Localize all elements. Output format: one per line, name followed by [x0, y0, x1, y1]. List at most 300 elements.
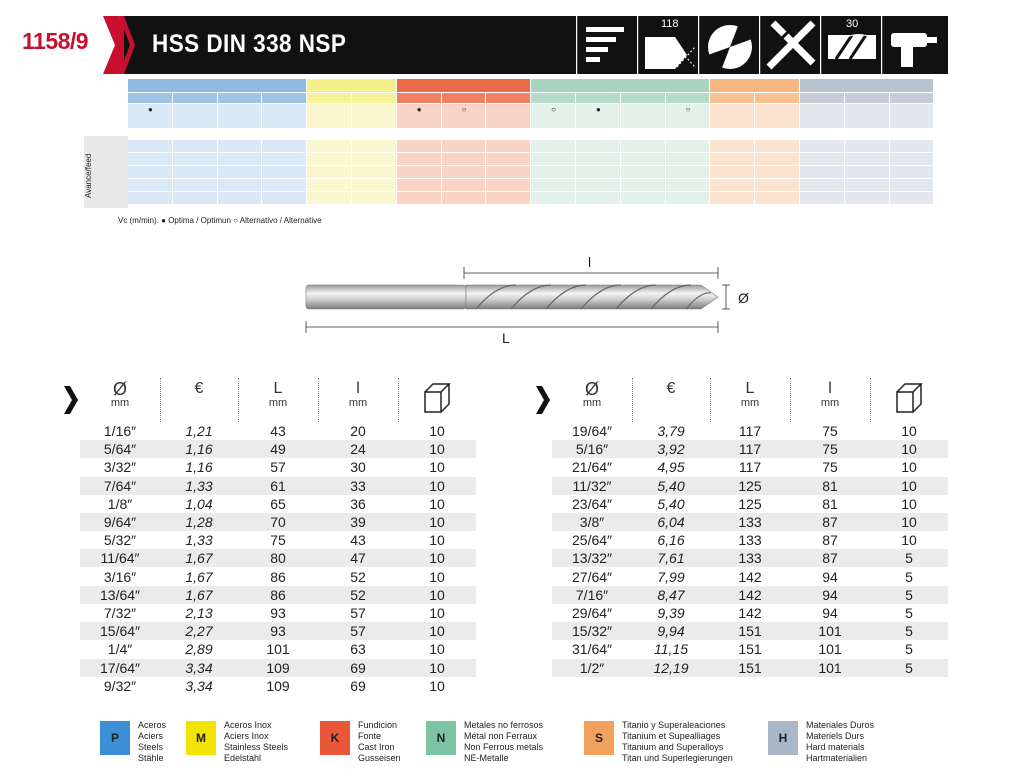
flute-length-header-symbol: l	[356, 380, 360, 397]
legend-line: Steels	[138, 742, 164, 752]
pack-cell: 10	[901, 532, 917, 549]
diameter-cell: 25/64″	[572, 532, 612, 549]
group-s	[710, 79, 799, 92]
pack-cell: 10	[901, 495, 917, 512]
length-cell: 133	[738, 532, 762, 549]
feed-cell	[262, 192, 306, 204]
legend-text	[806, 720, 874, 764]
table-row	[80, 513, 476, 531]
length-cell: 80	[270, 550, 286, 567]
feed-cell	[531, 179, 575, 191]
feed-cell	[666, 140, 710, 152]
group-m	[307, 79, 396, 92]
diameter-header-unit: mm	[582, 397, 602, 409]
feed-cell	[486, 166, 530, 178]
feed-cell	[307, 140, 351, 152]
speed-cell	[486, 104, 530, 128]
feed-cell	[218, 166, 262, 178]
table-row	[80, 659, 476, 677]
point-angle-icon	[638, 16, 698, 74]
flute-length-header-symbol: l	[828, 380, 832, 397]
header-divider	[160, 378, 161, 422]
table-row	[80, 549, 476, 567]
table-row	[552, 422, 948, 440]
diameter-cell: 11/32″	[572, 477, 612, 494]
diameter-cell: 29/64″	[572, 605, 612, 621]
table-row	[552, 477, 948, 495]
flute-cell: 57	[350, 605, 366, 621]
pack-cell: 5	[905, 641, 913, 658]
diameter-cell: 3/32″	[103, 459, 137, 476]
sub-header	[218, 93, 262, 103]
table-row	[80, 622, 476, 640]
feed-cell	[442, 192, 486, 204]
table-row	[552, 531, 948, 549]
flute-cell: 20	[350, 423, 366, 439]
pack-cell: 10	[429, 623, 445, 640]
diameter-cell: 5/16″	[575, 441, 609, 458]
legend-line: Stähle	[138, 753, 164, 763]
diameter-cell: 15/32″	[572, 623, 612, 640]
table-row	[80, 531, 476, 549]
feed-cell	[531, 192, 575, 204]
speed-cell	[307, 104, 351, 128]
flute-cell: 52	[350, 568, 366, 585]
table-header	[80, 378, 476, 422]
legend-swatch: K	[320, 721, 350, 755]
feed-cell	[800, 140, 844, 152]
diameter-cell: 1/4″	[107, 641, 133, 658]
right-table	[552, 378, 948, 676]
length-cell: 86	[270, 586, 286, 603]
sub-header	[442, 93, 486, 103]
price-cell: 8,47	[657, 586, 685, 603]
pack-cell: 10	[429, 477, 445, 494]
price-cell: 2,89	[185, 641, 213, 658]
feed-cell	[800, 192, 844, 204]
price-cell: 1,67	[185, 550, 213, 567]
flute-cell: 94	[822, 586, 838, 603]
feed-cell	[576, 166, 620, 178]
pack-cell: 5	[905, 568, 913, 585]
legend-line: Gusseisen	[358, 753, 401, 763]
optimum-dot-icon: ●	[147, 105, 153, 114]
sub-header	[352, 93, 396, 103]
flute-length-header	[318, 382, 398, 410]
feed-cell	[128, 153, 172, 165]
flute-length-header-unit: mm	[348, 397, 368, 409]
length-cell: 43	[270, 423, 286, 439]
flute-icon	[760, 16, 820, 74]
feed-cell	[531, 140, 575, 152]
feed-cell	[755, 179, 799, 191]
feed-cell	[621, 153, 665, 165]
sub-header	[307, 93, 351, 103]
table-row	[552, 568, 948, 586]
pack-cell: 10	[429, 550, 445, 567]
table-row	[80, 640, 476, 658]
legend-swatch: P	[100, 721, 130, 755]
legend-line: Metales no ferrosos	[464, 720, 544, 730]
speed-cell	[710, 104, 754, 128]
feed-cell	[710, 192, 754, 204]
total-length-label: L	[502, 330, 510, 346]
feed-cell	[576, 179, 620, 191]
table-row	[552, 604, 948, 622]
legend-line: Non Ferrous metals	[464, 742, 544, 752]
length-cell: 142	[738, 568, 762, 585]
icon-label: 118	[661, 18, 679, 30]
feed-cell	[890, 140, 934, 152]
length-cell: 142	[738, 605, 762, 621]
speed-cell	[845, 104, 889, 128]
sub-header	[710, 93, 754, 103]
price-cell: 3,34	[185, 659, 213, 676]
header-divider	[632, 378, 633, 422]
feed-cell	[486, 179, 530, 191]
feed-cell	[755, 140, 799, 152]
price-cell: 3,34	[185, 677, 213, 694]
diameter-cell: 1/8″	[107, 495, 133, 512]
legend-line: Hard materials	[806, 742, 865, 752]
flute-cell: 47	[350, 550, 366, 567]
header-divider	[238, 378, 239, 422]
sub-header	[576, 93, 620, 103]
length-cell: 117	[738, 423, 762, 439]
feed-cell	[352, 179, 396, 191]
package-box-icon	[398, 382, 476, 418]
legend-text	[224, 720, 288, 764]
group-p	[128, 79, 306, 92]
pack-cell: 10	[901, 459, 917, 476]
feed-cell	[397, 153, 441, 165]
legend-line: Titanium and Superalloys	[622, 742, 724, 752]
diameter-cell: 5/32″	[103, 532, 137, 549]
flute-cell: 101	[818, 641, 842, 658]
table-row	[552, 586, 948, 604]
price-cell: 1,67	[185, 586, 213, 603]
alternative-ring-icon: ○	[551, 105, 556, 114]
flute-cell: 87	[822, 550, 838, 567]
legend-line: Fonte	[358, 731, 382, 741]
flute-cell: 75	[822, 459, 838, 476]
table-row	[552, 659, 948, 677]
diameter-cell: 9/64″	[103, 514, 137, 530]
feed-cell	[755, 192, 799, 204]
length-cell: 49	[270, 441, 286, 458]
speed-cell	[800, 104, 844, 128]
length-cell: 109	[266, 677, 290, 694]
feed-cell	[442, 179, 486, 191]
diameter-cell: 1/16″	[103, 423, 137, 439]
feed-cell	[621, 179, 665, 191]
table-header	[552, 378, 948, 422]
table-row	[552, 549, 948, 567]
flute-cell: 52	[350, 586, 366, 603]
pack-cell: 10	[901, 441, 917, 458]
feed-cell	[890, 179, 934, 191]
length-cell: 151	[738, 623, 762, 640]
legend-optimum: Optima / Optimun	[168, 216, 231, 225]
legend-text	[464, 720, 543, 764]
feed-cell	[666, 153, 710, 165]
price-header	[632, 382, 710, 396]
legend-line: Aceros Inox	[224, 720, 272, 730]
total-length-header-unit: mm	[740, 397, 760, 409]
diameter-cell: 3/8″	[579, 514, 605, 530]
diameter-cell: 21/64″	[572, 459, 612, 476]
product-code: 1158/9	[22, 28, 89, 54]
pack-cell: 10	[429, 586, 445, 603]
icon-label: 30	[846, 18, 859, 30]
price-cell: 1,28	[185, 514, 213, 530]
price-cell: 7,61	[657, 550, 685, 567]
feed-cell	[173, 179, 217, 191]
sub-header	[128, 93, 172, 103]
pack-cell: 5	[905, 623, 913, 640]
length-cell: 61	[270, 477, 286, 494]
diameter-cell: 7/32″	[103, 605, 137, 621]
price-cell: 7,99	[657, 568, 685, 585]
diameter-cell: 17/64″	[100, 659, 140, 676]
header-divider	[398, 378, 399, 422]
diameter-cell: 7/16″	[575, 586, 609, 603]
sub-header	[800, 93, 844, 103]
feed-cell	[486, 153, 530, 165]
legend-line: Hartmaterialien	[806, 753, 868, 763]
table-row	[80, 440, 476, 458]
table-row	[80, 477, 476, 495]
flute-cell: 69	[350, 659, 366, 676]
price-header-symbol: €	[194, 380, 204, 397]
legend-line: Aciers	[138, 731, 164, 741]
feed-cell	[352, 140, 396, 152]
table-row	[80, 677, 476, 695]
feed-cell	[890, 192, 934, 204]
feed-cell	[845, 140, 889, 152]
flute-cell: 81	[822, 477, 838, 494]
total-length-header-symbol: L	[745, 380, 755, 397]
flute-cell: 87	[822, 532, 838, 549]
feed-cell	[800, 153, 844, 165]
price-cell: 9,39	[657, 605, 685, 621]
flute-cell: 24	[350, 441, 366, 458]
feed-cell	[397, 166, 441, 178]
header-divider	[710, 378, 711, 422]
feed-cell	[442, 140, 486, 152]
diameter-header-unit: mm	[110, 397, 130, 409]
diameter-header-symbol: Ø	[584, 379, 599, 399]
length-cell: 109	[266, 659, 290, 676]
pack-cell: 10	[429, 605, 445, 621]
pack-cell: 10	[429, 441, 445, 458]
stepped-shank-icon	[577, 16, 637, 74]
speed-cell	[218, 104, 262, 128]
speed-legend	[118, 216, 322, 225]
length-cell: 142	[738, 586, 762, 603]
length-cell: 151	[738, 659, 762, 676]
feed-cell	[262, 153, 306, 165]
length-cell: 93	[270, 605, 286, 621]
price-cell: 1,33	[185, 477, 213, 494]
feed-cell	[845, 166, 889, 178]
legend-prefix: Vc (m/min).	[118, 216, 159, 225]
table-row	[552, 640, 948, 658]
group-h	[800, 79, 933, 92]
sub-header	[262, 93, 306, 103]
flute-cell: 63	[350, 641, 366, 658]
length-cell: 125	[738, 477, 762, 494]
table-row	[552, 458, 948, 476]
price-cell: 5,40	[657, 477, 685, 494]
flute-cell: 69	[350, 677, 366, 694]
pack-cell: 10	[429, 459, 445, 476]
legend-line: Cast Iron	[358, 742, 395, 752]
legend-text	[358, 720, 401, 764]
diameter-cell: 1/2″	[579, 659, 605, 676]
legend-line: Edelstahl	[224, 753, 262, 763]
feed-cell	[755, 166, 799, 178]
table-row	[552, 495, 948, 513]
price-cell: 6,04	[657, 514, 685, 530]
diameter-cell: 9/32″	[103, 677, 137, 694]
diameter-header-symbol: Ø	[112, 379, 127, 399]
flute-cell: 101	[818, 659, 842, 676]
pack-cell: 10	[901, 514, 917, 530]
table-row	[80, 458, 476, 476]
diameter-cell: 19/64″	[572, 423, 612, 439]
feed-cell	[576, 192, 620, 204]
sub-header	[621, 93, 665, 103]
price-cell: 1,33	[185, 532, 213, 549]
length-cell: 75	[270, 532, 286, 549]
diameter-cell: 7/64″	[103, 477, 137, 494]
table-row	[80, 568, 476, 586]
pack-cell: 5	[905, 550, 913, 567]
feed-cell	[262, 140, 306, 152]
speed-cell	[262, 104, 306, 128]
page-title: HSS DIN 338 NSP	[152, 30, 347, 58]
total-length-header-unit: mm	[268, 397, 288, 409]
flute-cell: 94	[822, 568, 838, 585]
flute-cell: 39	[350, 514, 366, 530]
pack-cell: 10	[429, 677, 445, 694]
header-divider	[870, 378, 871, 422]
feed-cell	[800, 179, 844, 191]
price-cell: 6,16	[657, 532, 685, 549]
price-cell: 1,04	[185, 495, 213, 512]
price-cell: 4,95	[657, 459, 685, 476]
legend-line: Stainless Steels	[224, 742, 289, 752]
price-cell: 3,79	[657, 423, 685, 439]
feed-cell	[397, 140, 441, 152]
flute-cell: 75	[822, 441, 838, 458]
table-row	[80, 604, 476, 622]
flute-length-header-unit: mm	[820, 397, 840, 409]
diameter-header	[552, 379, 632, 410]
pack-cell: 10	[429, 495, 445, 512]
feed-cell	[218, 192, 262, 204]
feed-cell	[531, 153, 575, 165]
total-length-header-symbol: L	[273, 380, 283, 397]
legend-line: Titanium et Supealliages	[622, 731, 721, 741]
drill-machine-icon	[882, 16, 948, 74]
legend-alternative: Alternativo / Alternative	[239, 216, 322, 225]
pack-cell: 10	[429, 423, 445, 439]
feed-cell	[710, 179, 754, 191]
feed-cell	[307, 166, 351, 178]
feed-cell	[576, 140, 620, 152]
feed-cell	[666, 179, 710, 191]
length-cell: 93	[270, 623, 286, 640]
table-row	[552, 440, 948, 458]
left-table	[80, 378, 476, 694]
table-row	[552, 622, 948, 640]
flute-cell: 81	[822, 495, 838, 512]
price-cell: 3,92	[657, 441, 685, 458]
legend-line: Aciers Inox	[224, 731, 269, 741]
diameter-cell: 15/64″	[100, 623, 140, 640]
feed-cell	[128, 166, 172, 178]
feed-cell	[397, 179, 441, 191]
feed-cell	[710, 153, 754, 165]
price-cell: 1,16	[185, 459, 213, 476]
pack-cell: 5	[905, 586, 913, 603]
legend-line: NE-Metalle	[464, 753, 509, 763]
package-box-icon	[870, 382, 948, 418]
pack-cell: 10	[429, 659, 445, 676]
speed-cell	[890, 104, 934, 128]
feed-cell	[845, 192, 889, 204]
feed-cell	[307, 179, 351, 191]
length-cell: 117	[738, 459, 762, 476]
pack-cell: 10	[901, 423, 917, 439]
price-header	[160, 382, 238, 396]
speed-cell	[755, 104, 799, 128]
feed-cell	[890, 166, 934, 178]
feed-cell	[442, 153, 486, 165]
feed-cell	[352, 166, 396, 178]
feed-cell	[307, 192, 351, 204]
feed-cell	[666, 166, 710, 178]
sub-header	[486, 93, 530, 103]
diameter-label: Ø	[738, 290, 749, 306]
price-cell: 1,67	[185, 568, 213, 585]
sub-header	[173, 93, 217, 103]
legend-line: Métal non Ferraux	[464, 731, 538, 741]
pack-cell: 10	[429, 532, 445, 549]
sub-header	[890, 93, 934, 103]
feed-cell	[352, 153, 396, 165]
price-cell: 1,16	[185, 441, 213, 458]
feed-cell	[710, 166, 754, 178]
optimum-dot-icon: ●	[161, 216, 166, 225]
total-length-header	[710, 382, 790, 410]
feed-cell	[621, 192, 665, 204]
alternative-ring-icon: ○	[233, 216, 238, 225]
legend-swatch: N	[426, 721, 456, 755]
sub-header	[755, 93, 799, 103]
legend-line: Aceros	[138, 720, 167, 730]
feed-cell	[845, 153, 889, 165]
drill-shank	[306, 285, 466, 309]
legend-text	[622, 720, 733, 764]
price-cell: 9,94	[657, 623, 685, 640]
diameter-cell: 13/64″	[100, 586, 140, 603]
sub-header	[397, 93, 441, 103]
alternative-ring-icon: ○	[685, 105, 691, 114]
feed-cell	[218, 153, 262, 165]
